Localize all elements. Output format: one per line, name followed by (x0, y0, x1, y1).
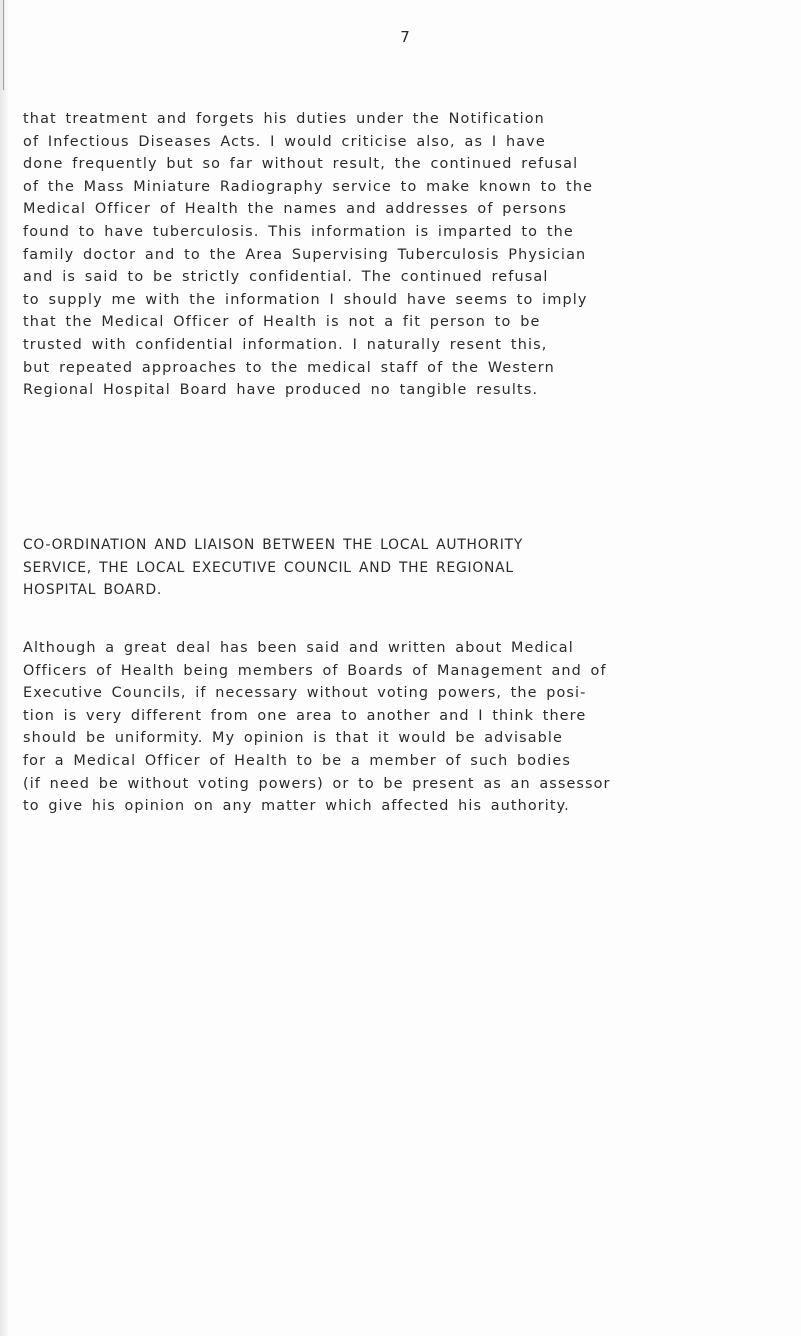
heading-line: CO-ORDINATION AND LIAISON BETWEEN THE LOCAL AUTHORITY (23, 537, 524, 553)
text-line: that treatment and forgets his duties under the Notification (23, 111, 545, 127)
text-line: of the Mass Miniature Radiography service to make known to the (23, 178, 594, 195)
binding-edge (0, 0, 8, 1336)
paragraph-1 (23, 108, 783, 402)
binding-line (3, 0, 4, 90)
text-line: Executive Councils, if necessary without voting powers, the posi- (23, 685, 587, 702)
text-line: should be uniformity. My opinion is that it would be advisable (23, 730, 563, 747)
text-line: to give his opinion on any matter which affected his authority. (23, 798, 570, 815)
text-line: Medical Officer of Health the names and addresses of persons (23, 201, 568, 218)
heading-line: SERVICE, THE LOCAL EXECUTIVE COUNCIL AND THE REGIONAL (23, 559, 514, 576)
text-line: (if need be without voting powers) or to be present as an assessor (23, 775, 611, 792)
text-line: found to have tuberculosis. This information is imparted to the (23, 223, 574, 240)
text-line: Although a great deal has been said and written about Medical (23, 640, 574, 656)
paragraph-2 (23, 637, 783, 818)
text-line: done frequently but so far without result, the continued refusal (23, 156, 579, 173)
text-line: and is said to be strictly confidential. The continued refusal (23, 269, 549, 286)
heading-line: HOSPITAL BOARD. (23, 582, 163, 599)
text-line: family doctor and to the Area Supervising Tuberculosis Physician (23, 246, 587, 263)
text-line: Regional Hospital Board have produced no tangible results. (23, 382, 539, 399)
text-line: to supply me with the information I should have seems to imply (23, 291, 588, 308)
text-line: but repeated approaches to the medical staff of the Western (23, 359, 555, 376)
page-number: 7 (400, 28, 410, 46)
text-line: Officers of Health being members of Boards of Management and of (23, 662, 607, 679)
text-line: for a Medical Officer of Health to be a member of such bodies (23, 752, 571, 769)
text-line: that the Medical Officer of Health is not a fit person to be (23, 314, 541, 331)
text-line: tion is very different from one area to another and I think there (23, 707, 587, 724)
section-heading (23, 534, 783, 602)
text-line: of Infectious Diseases Acts. I would criticise also, as I have (23, 133, 546, 150)
text-line: trusted with confidential information. I naturally resent this, (23, 336, 548, 353)
